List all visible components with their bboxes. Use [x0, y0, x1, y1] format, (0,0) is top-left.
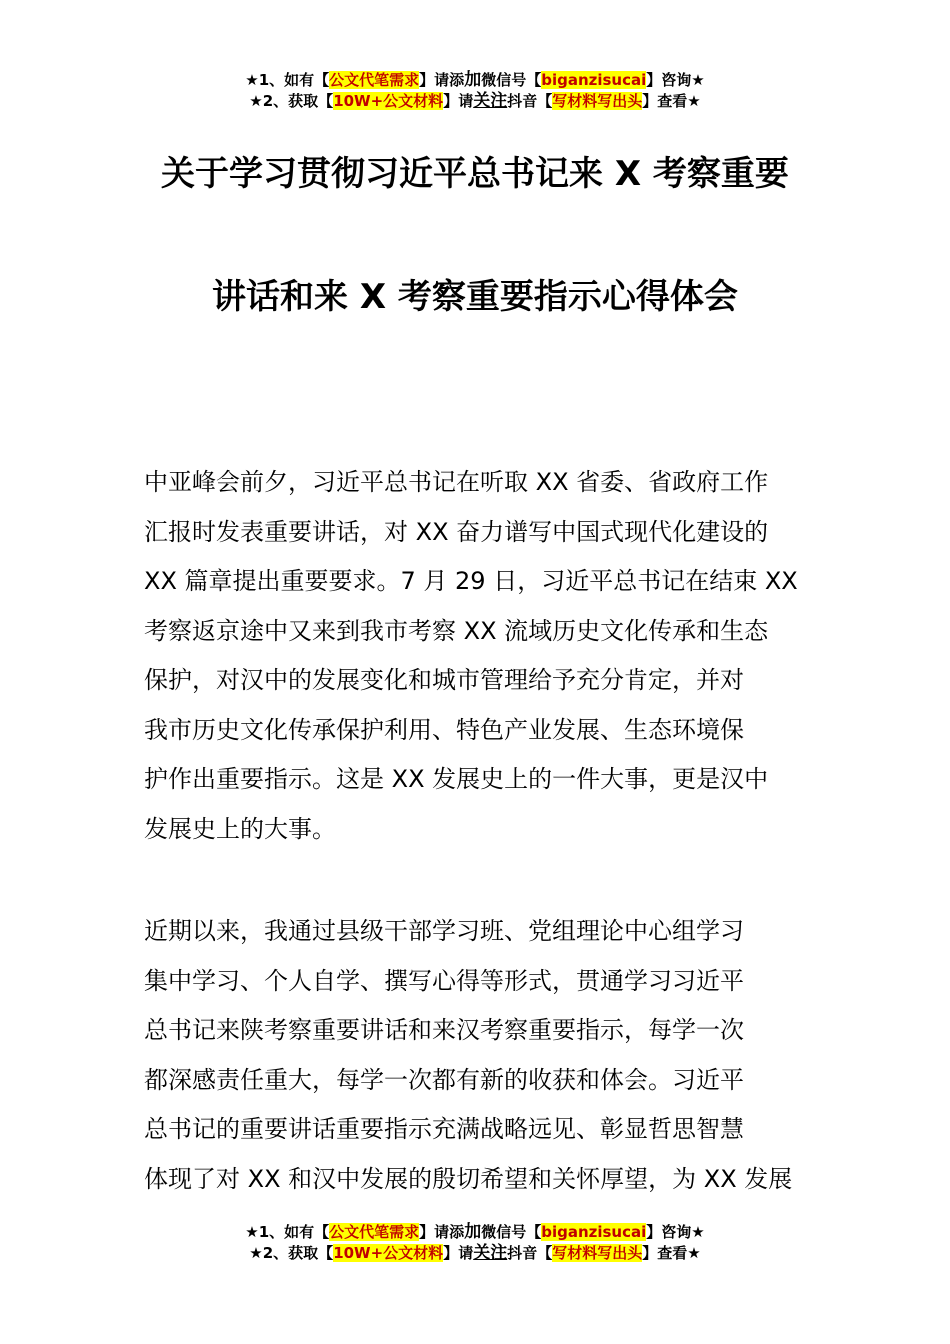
promo-header — [0, 70, 950, 112]
promo-line-2 — [0, 91, 950, 112]
paragraph-line: 近期以来，我通过县级干部学习班、党组理论中心组学习 — [144, 917, 744, 945]
paragraph-line: 护作出重要指示。这是 XX 发展史上的一件大事，更是汉中 — [144, 765, 769, 793]
promo-highlight-wechat-id: biganzisucai — [541, 71, 647, 89]
promo-highlight-wechat-id: biganzisucai — [541, 1223, 647, 1241]
paragraph-line: 我市历史文化传承保护利用、特色产业发展、生态环境保 — [144, 715, 744, 744]
promo-text: 】咨询★ — [646, 1223, 705, 1241]
document-title-line-2: 讲话和来 X 考察重要指示心得体会 — [212, 277, 738, 317]
promo-text: 】查看★ — [642, 1244, 701, 1262]
promo-line-1 — [0, 70, 950, 91]
promo-highlight-ghostwriting: 公文代笔需求 — [329, 71, 420, 89]
paragraph-line: 集中学习、个人自学、撰写心得等形式，贯通学习习近平 — [144, 966, 744, 995]
promo-text: 】查看★ — [642, 92, 701, 110]
paragraph-line: 都深感责任重大，每学一次都有新的收获和体会。习近平 — [144, 1065, 744, 1094]
promo-line-2 — [0, 1243, 950, 1264]
promo-text: ★1、如有【 — [245, 1223, 330, 1241]
promo-text: ★1、如有【 — [245, 71, 330, 89]
promo-text: 】请 — [443, 1244, 474, 1262]
promo-highlight-douyin: 写材料写出头 — [552, 1244, 643, 1262]
promo-text: 】请添 — [419, 1223, 465, 1241]
paragraph-line: 总书记的重要讲话重要指示充满战略远见、彰显哲思智慧 — [144, 1115, 744, 1143]
paragraph-line: 保护，对汉中的发展变化和城市管理给予充分肯定，并对 — [144, 666, 744, 694]
promo-text: 抖音【 — [507, 92, 553, 110]
promo-text: 关注 — [473, 91, 508, 111]
promo-text: 】请 — [443, 92, 474, 110]
promo-text: 】咨询★ — [646, 71, 705, 89]
promo-highlight-materials: 10W+公文材料 — [333, 92, 444, 110]
promo-text: 关注 — [473, 1243, 508, 1263]
paragraph-line: 考察返京途中又来到我市考察 XX 流域历史文化传承和生态 — [144, 616, 769, 645]
paragraph-line: 中亚峰会前夕，习近平总书记在听取 XX 省委、省政府工作 — [144, 468, 769, 496]
promo-text: 微信号【 — [481, 71, 542, 89]
paragraph-line: 体现了对 XX 和汉中发展的殷切希望和关怀厚望，为 XX 发展 — [144, 1164, 793, 1193]
promo-text: 微信号【 — [481, 1223, 542, 1241]
paragraph-1 — [144, 458, 808, 854]
paragraph-line: 总书记来陕考察重要讲话和来汉考察重要指示，每学一次 — [144, 1016, 744, 1044]
promo-text: 抖音【 — [507, 1244, 553, 1262]
promo-text: 加 — [464, 1222, 482, 1242]
paragraph-line: 汇报时发表重要讲话，对 XX 奋力谱写中国式现代化建设的 — [144, 517, 769, 546]
promo-line-1 — [0, 1222, 950, 1243]
promo-highlight-douyin: 写材料写出头 — [552, 92, 643, 110]
promo-footer — [0, 1222, 950, 1264]
promo-highlight-materials: 10W+公文材料 — [333, 1244, 444, 1262]
promo-text: ★2、获取【 — [249, 92, 334, 110]
paragraph-line: 发展史上的大事。 — [144, 814, 336, 843]
document-title-line-1: 关于学习贯彻习近平总书记来 X 考察重要 — [161, 154, 789, 194]
promo-highlight-ghostwriting: 公文代笔需求 — [329, 1223, 420, 1241]
paragraph-line: XX 篇章提出重要要求。7 月 29 日，习近平总书记在结束 XX — [144, 567, 798, 595]
paragraph-2 — [144, 907, 808, 1204]
promo-text: ★2、获取【 — [249, 1244, 334, 1262]
promo-text: 加 — [464, 70, 482, 90]
promo-text: 】请添 — [419, 71, 465, 89]
